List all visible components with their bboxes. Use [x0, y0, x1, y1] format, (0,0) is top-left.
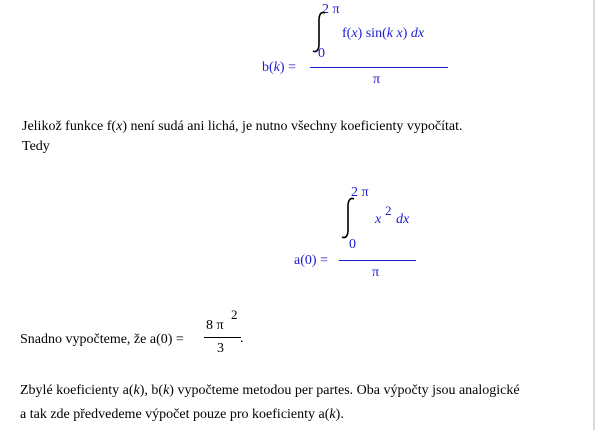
integral-sign-icon [339, 196, 359, 240]
eq-b-lower-limit: 0 [318, 46, 325, 61]
eq-a0-integrand-x: x [375, 212, 382, 227]
eq-b-lhs: b(k) = [262, 60, 296, 75]
eq-a0-fraction-bar [339, 260, 416, 261]
paragraph-1-line-1: Jelikož funkce f(x) není sudá ani lichá, je nutno všechny koeficienty vypočítat. [22, 119, 463, 134]
para2-numerator-exponent: 2 [231, 307, 238, 322]
eq-a0-dx: dx [396, 212, 410, 227]
eq-b-fraction-bar [310, 67, 448, 68]
paragraph-1-line-2: Tedy [22, 139, 50, 154]
paragraph-3-line-1: Zbylé koeficienty a(k), b(k) vypočteme metodou per partes. Oba výpočty jsou analogické [20, 383, 520, 398]
eq-a0-exponent: 2 [385, 203, 392, 218]
paragraph-2-text: Snadno vypočteme, že a(0) = [20, 332, 184, 347]
eq-b-denominator: π [373, 72, 381, 87]
eq-a0-upper-limit: 2 π [351, 185, 369, 200]
para2-period: . [240, 331, 244, 346]
eq-a0-lhs: a(0) = [294, 253, 328, 268]
eq-a0-lower-limit: 0 [349, 237, 356, 252]
eq-a0-denominator: π [372, 265, 380, 280]
para2-fraction-bar [204, 337, 241, 338]
paragraph-3-line-2: a tak zde předvedeme výpočet pouze pro koeficienty a(k). [20, 407, 344, 422]
para2-denominator: 3 [217, 341, 224, 356]
eq-b-upper-limit: 2 π [322, 2, 340, 17]
para2-numerator: 8 π [206, 318, 224, 333]
eq-b-integrand: f(x) sin(k x) dx [342, 26, 425, 41]
